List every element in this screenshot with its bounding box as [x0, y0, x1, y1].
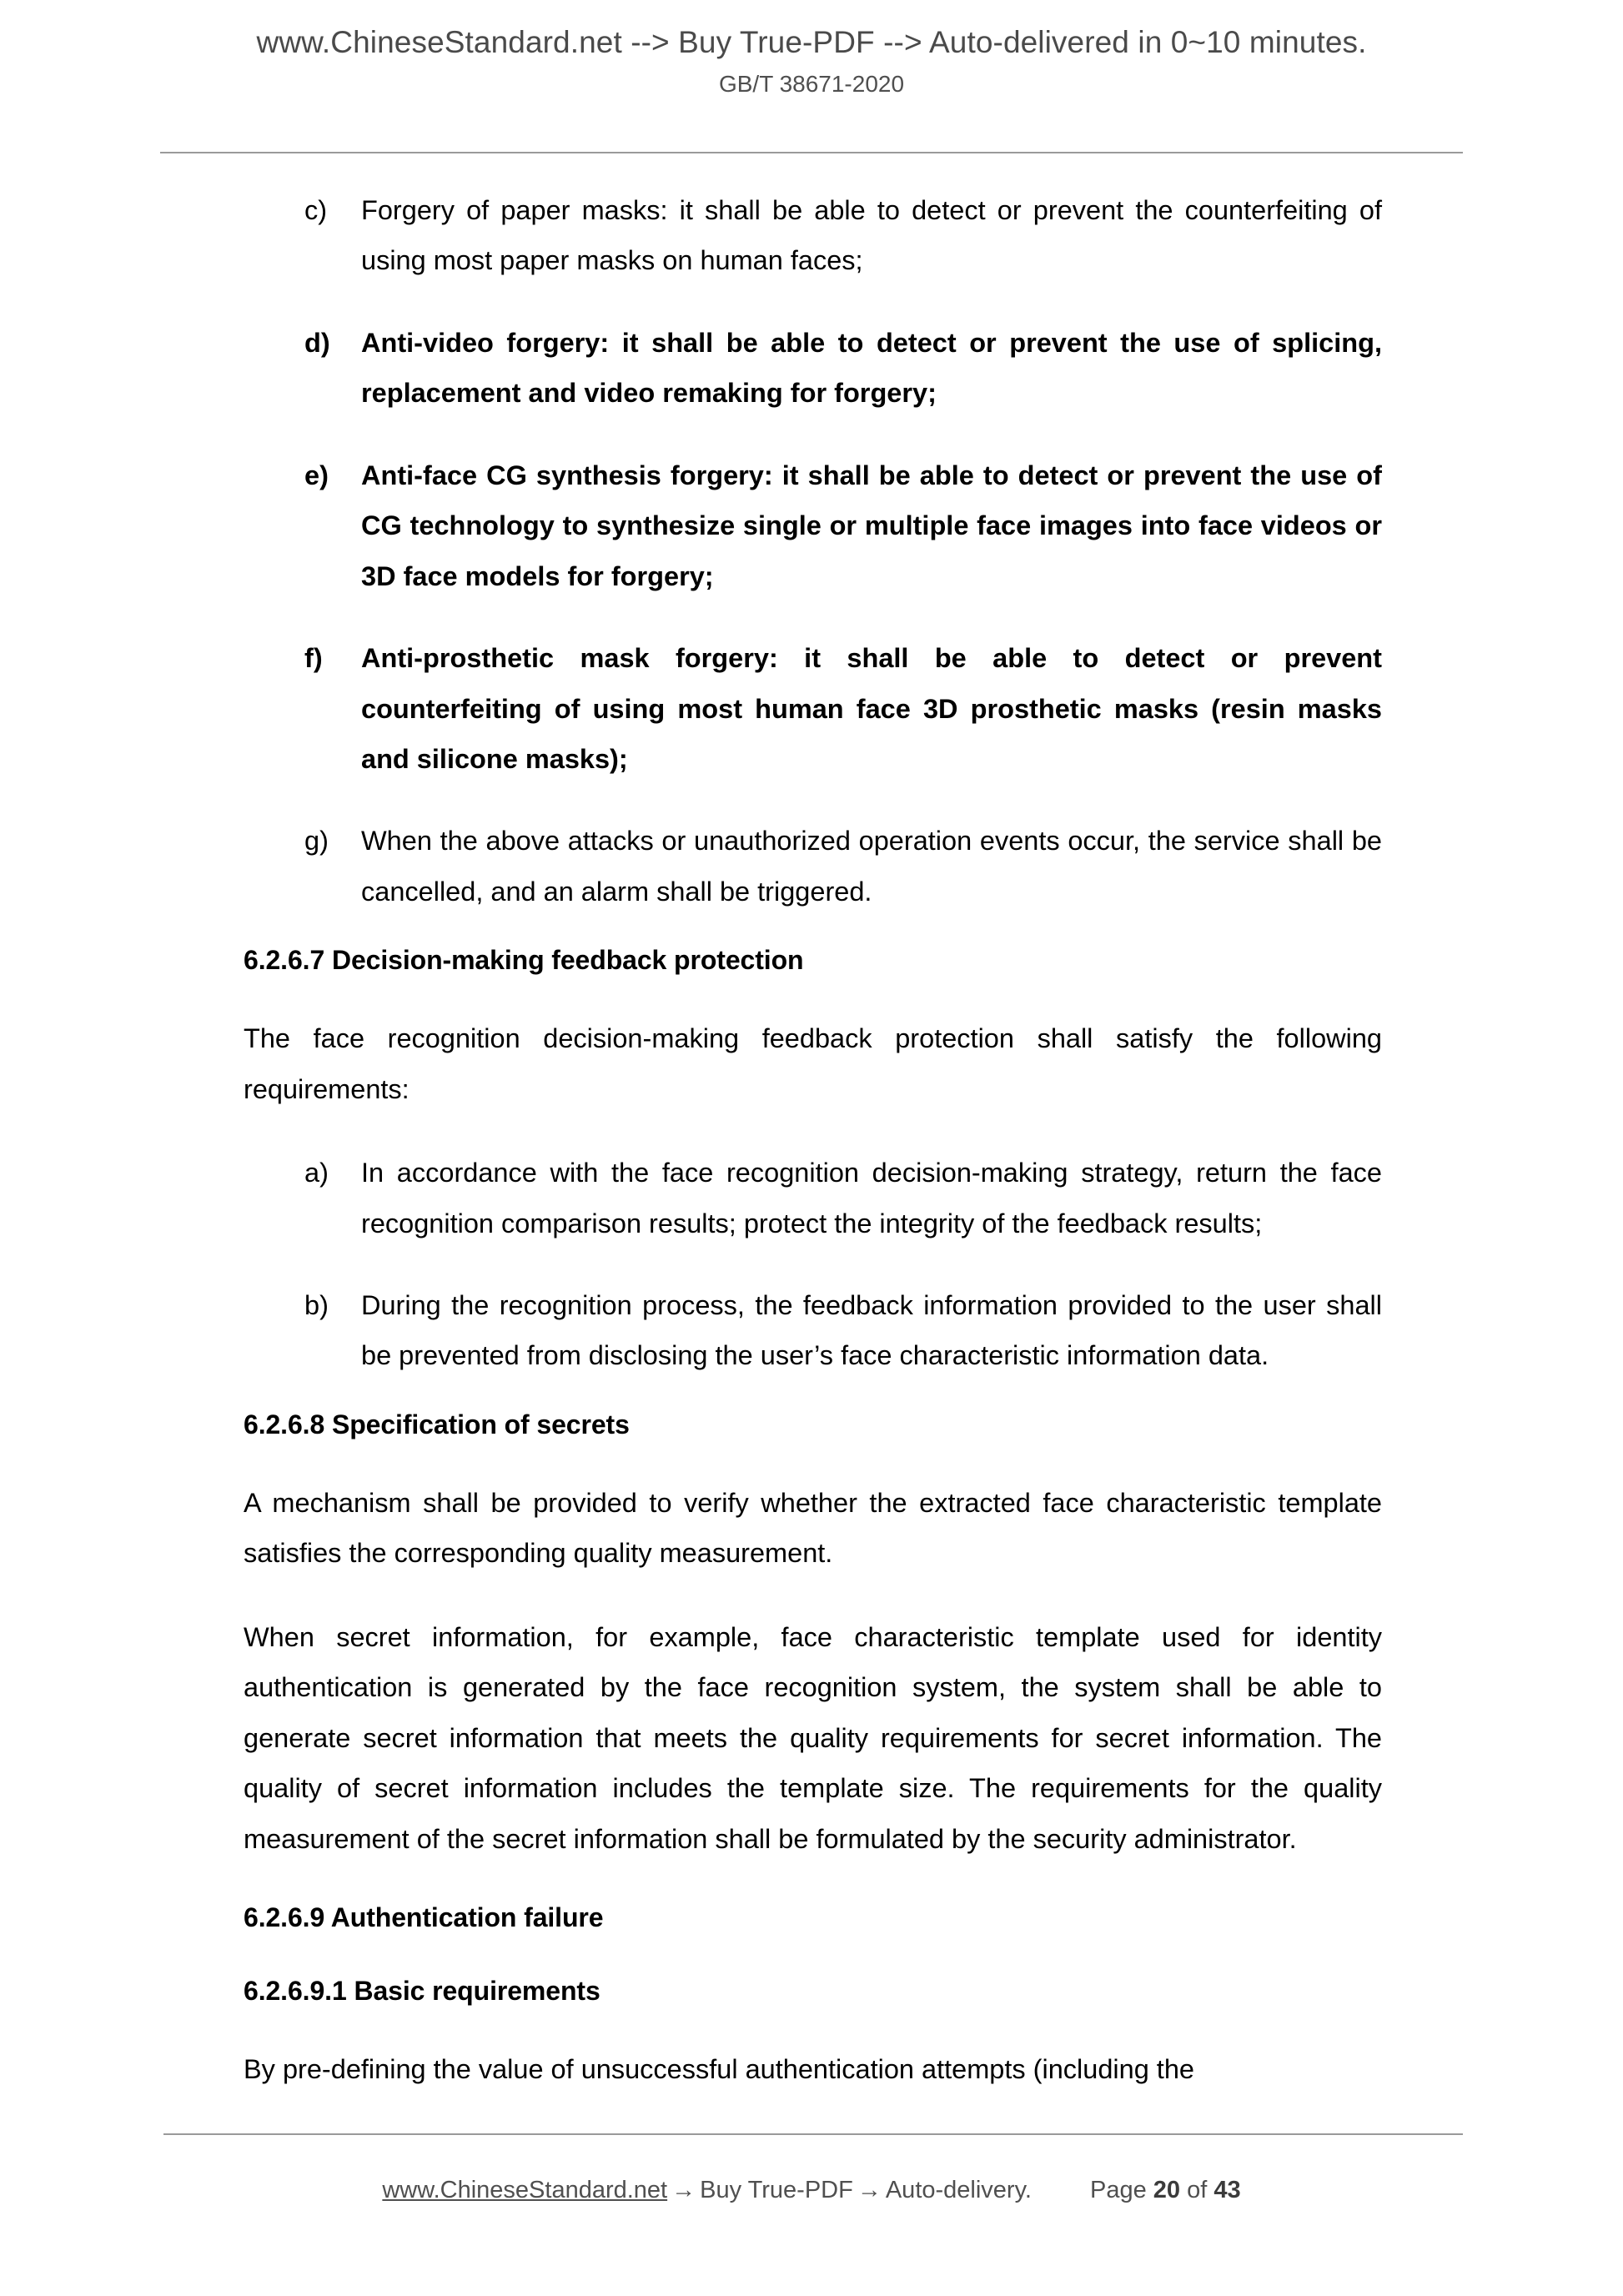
requirements-list-feedback: [244, 1148, 1382, 1381]
list-marker: c): [304, 195, 328, 225]
header-standard-number: GB/T 38671-2020: [718, 71, 905, 98]
footer-divider: [163, 2133, 1463, 2135]
list-item-text: In accordance with the face recognition decision-making strategy, return the face recognition comparison results; protect the integrity of the feedback results;: [361, 1158, 1382, 1238]
list-item: [244, 318, 1382, 419]
footer-arrow-2-icon: →: [857, 2177, 882, 2203]
spacer: [244, 1381, 1382, 1404]
paragraph-6-2-6-8-first: A mechanism shall be provided to verify whether the extracted face characteristic template satisfies the corresponding quality measurement.: [244, 1487, 1382, 1569]
paragraph-6-2-6-7-intro: The face recognition decision-making feedback protection shall satisfy the following requirements:: [244, 1023, 1382, 1104]
list-item-text: Anti-video forgery: it shall be able to detect or prevent the use of splicing, replacement and video remaking for forgery;: [361, 327, 1382, 409]
paragraph-6-2-6-9-1-first: By pre-defining the value of unsuccessful authentication attempts (including the: [244, 2053, 1194, 2084]
section-heading-6-2-6-8: 6.2.6.8 Specification of secrets: [244, 1409, 630, 1439]
list-marker: d): [304, 327, 330, 358]
footer-delivery-text: Auto-delivery.: [885, 2177, 1032, 2203]
footer-page-number: 20: [1153, 2177, 1181, 2203]
list-item: [244, 185, 1382, 286]
footer-of-label: of: [1187, 2177, 1208, 2203]
list-item: [244, 1280, 1382, 1381]
document-body: [244, 185, 1382, 2094]
footer-arrow-1-icon: →: [671, 2177, 696, 2203]
header-divider: [160, 152, 1463, 153]
page-header: [0, 0, 1623, 100]
footer-page-label: Page: [1090, 2177, 1147, 2203]
paragraph-6-2-6-8-second: When secret information, for example, face characteristic template used for identity authentication is generated by the face recognition system, the system shall be able to generate secret information that meets the quality requirements for secret information. The quality of secret information includes the template size. The requirements for the quality measurement of the secret information shall be formulated by the security administrator.: [244, 1621, 1382, 1854]
section-heading-6-2-6-7: 6.2.6.7 Decision-making feedback protection: [244, 945, 804, 976]
list-item: [244, 1148, 1382, 1248]
list-item: [244, 450, 1382, 601]
footer-buy-text: Buy True-PDF: [700, 2177, 853, 2203]
list-item-text: Anti-prosthetic mask forgery: it shall be able to detect or prevent counterfeiting of using most human face 3D prosthetic masks (resin masks and silicone masks);: [361, 643, 1382, 774]
list-marker: g): [304, 826, 329, 857]
list-marker: b): [304, 1290, 329, 1320]
list-item: [244, 816, 1382, 917]
header-promo-text: www.ChineseStandard.net --> Buy True-PDF --> Auto-delivered in 0~10 minutes.: [256, 25, 1367, 59]
footer-content: [0, 2177, 1623, 2204]
footer-total-pages: 43: [1213, 2177, 1241, 2203]
section-heading-6-2-6-9-1: 6.2.6.9.1 Basic requirements: [244, 1975, 600, 2006]
list-item-text: Anti-face CG synthesis forgery: it shall be able to detect or prevent the use of CG technology to synthesize single or multiple face images into face videos or 3D face models for forgery;: [361, 460, 1382, 591]
list-item-text: During the recognition process, the feedback information provided to the user shall be prevented from disclosing the user’s face characteristic information data.: [361, 1290, 1382, 1371]
list-item-text: Forgery of paper masks: it shall be able to detect or prevent the counterfeiting of using most paper masks on human faces;: [361, 195, 1382, 276]
footer-site-link[interactable]: www.ChineseStandard.net: [382, 2177, 668, 2203]
section-heading-6-2-6-9: 6.2.6.9 Authentication failure: [244, 1902, 604, 1932]
list-marker: e): [304, 460, 329, 490]
list-marker: a): [304, 1158, 329, 1188]
list-marker: f): [304, 643, 323, 674]
list-item-text: When the above attacks or unauthorized operation events occur, the service shall be cancelled, and an alarm shall be triggered.: [361, 826, 1382, 907]
requirements-list-anti-forgery: [244, 185, 1382, 917]
spacer: [244, 917, 1382, 940]
list-item: [244, 633, 1382, 784]
